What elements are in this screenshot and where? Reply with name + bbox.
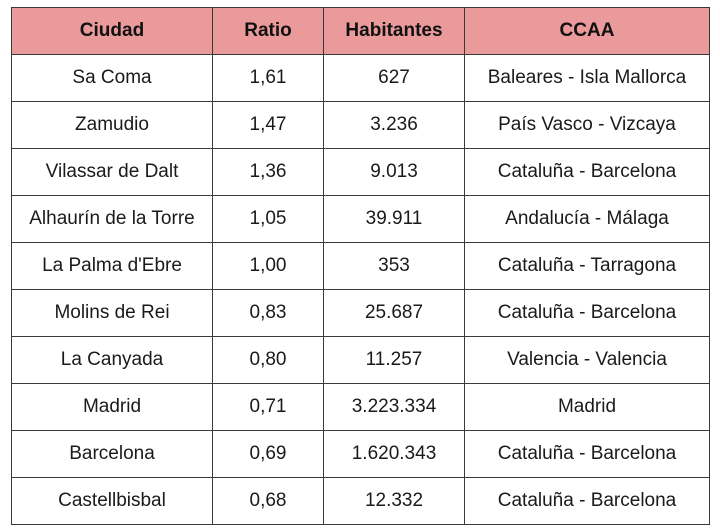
cities-table-container — [11, 7, 709, 525]
cell-habitantes: 353 — [324, 243, 465, 290]
table-header-row — [12, 8, 710, 55]
cell-ratio: 0,71 — [213, 384, 324, 431]
cell-ccaa: Cataluña - Barcelona — [465, 149, 710, 196]
table-row — [12, 290, 710, 337]
header-ccaa: CCAA — [465, 8, 710, 55]
cell-ccaa: Cataluña - Tarragona — [465, 243, 710, 290]
table-row — [12, 243, 710, 290]
cell-ratio: 0,83 — [213, 290, 324, 337]
cell-habitantes: 1.620.343 — [324, 431, 465, 478]
cell-habitantes: 39.911 — [324, 196, 465, 243]
cell-habitantes: 3.223.334 — [324, 384, 465, 431]
cell-ciudad: Zamudio — [12, 102, 213, 149]
table-row — [12, 337, 710, 384]
cell-ciudad: La Canyada — [12, 337, 213, 384]
cell-ccaa: Cataluña - Barcelona — [465, 431, 710, 478]
table-row — [12, 478, 710, 525]
table-row — [12, 196, 710, 243]
cell-ccaa: Madrid — [465, 384, 710, 431]
cell-ccaa: Cataluña - Barcelona — [465, 478, 710, 525]
cell-ratio: 0,80 — [213, 337, 324, 384]
cell-ratio: 1,05 — [213, 196, 324, 243]
cell-ccaa: País Vasco - Vizcaya — [465, 102, 710, 149]
cell-ciudad: Molins de Rei — [12, 290, 213, 337]
cell-habitantes: 11.257 — [324, 337, 465, 384]
cell-ccaa: Baleares - Isla Mallorca — [465, 55, 710, 102]
table-row — [12, 149, 710, 196]
cell-ciudad: Madrid — [12, 384, 213, 431]
cell-ciudad: Sa Coma — [12, 55, 213, 102]
cell-habitantes: 12.332 — [324, 478, 465, 525]
cell-ratio: 1,47 — [213, 102, 324, 149]
cell-ratio: 0,68 — [213, 478, 324, 525]
cell-ciudad: Vilassar de Dalt — [12, 149, 213, 196]
cell-ccaa: Andalucía - Málaga — [465, 196, 710, 243]
cell-ratio: 1,61 — [213, 55, 324, 102]
cell-ratio: 1,00 — [213, 243, 324, 290]
cities-ratio-table — [11, 7, 710, 525]
table-row — [12, 102, 710, 149]
cell-habitantes: 9.013 — [324, 149, 465, 196]
table-row — [12, 431, 710, 478]
cell-ratio: 1,36 — [213, 149, 324, 196]
cell-ccaa: Cataluña - Barcelona — [465, 290, 710, 337]
header-ciudad: Ciudad — [12, 8, 213, 55]
table-row — [12, 384, 710, 431]
header-habitantes: Habitantes — [324, 8, 465, 55]
cell-ciudad: La Palma d'Ebre — [12, 243, 213, 290]
cell-ccaa: Valencia - Valencia — [465, 337, 710, 384]
cell-ciudad: Barcelona — [12, 431, 213, 478]
cell-habitantes: 3.236 — [324, 102, 465, 149]
table-row — [12, 55, 710, 102]
header-ratio: Ratio — [213, 8, 324, 55]
cell-ciudad: Alhaurín de la Torre — [12, 196, 213, 243]
cell-habitantes: 25.687 — [324, 290, 465, 337]
cell-habitantes: 627 — [324, 55, 465, 102]
cell-ratio: 0,69 — [213, 431, 324, 478]
cell-ciudad: Castellbisbal — [12, 478, 213, 525]
